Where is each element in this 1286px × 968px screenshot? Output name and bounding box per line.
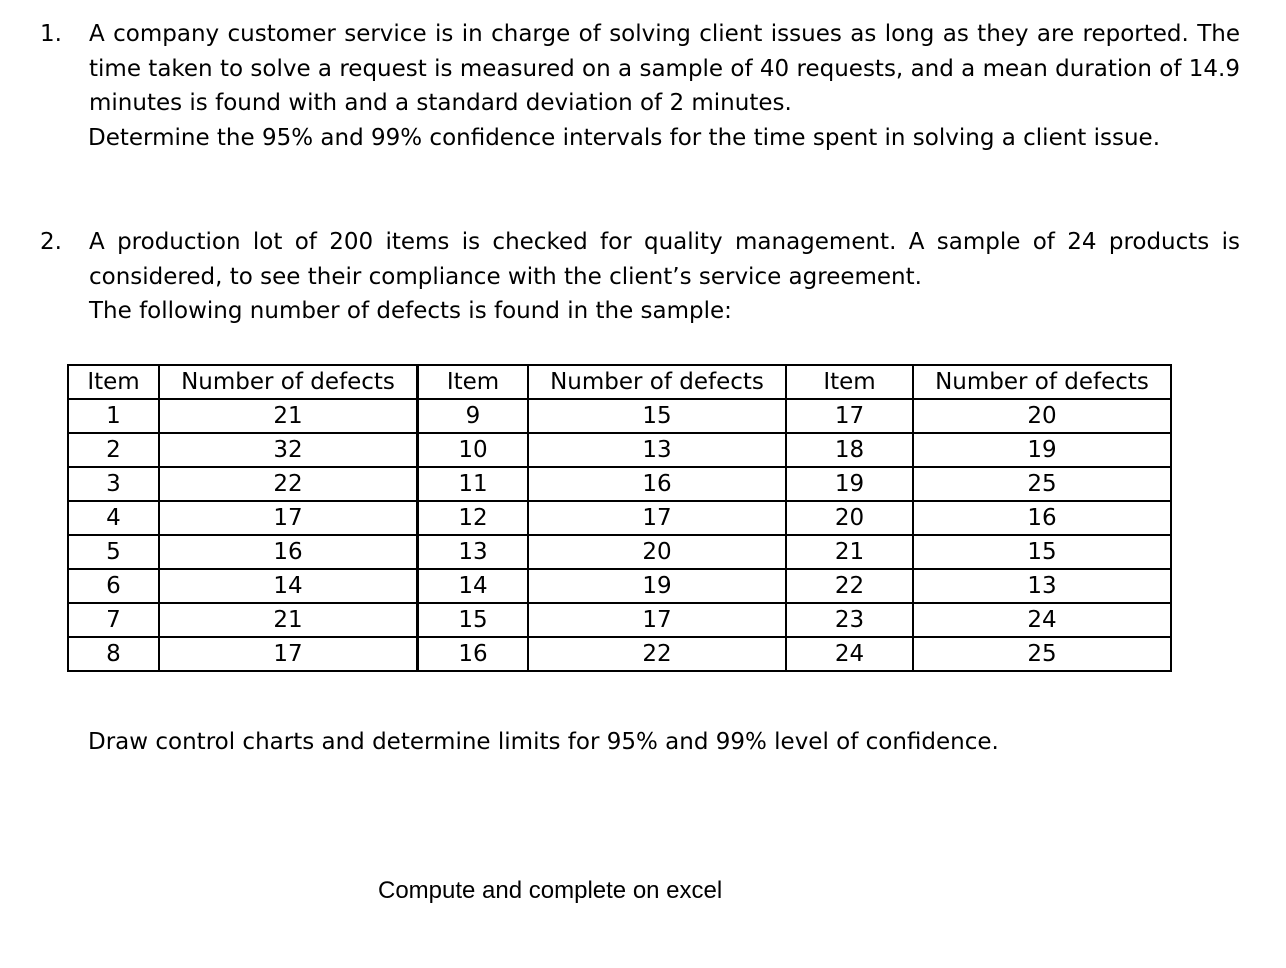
- item-cell: 7: [68, 603, 159, 637]
- table-row: [68, 569, 1171, 603]
- item-cell: 22: [786, 569, 913, 603]
- defects-cell: 17: [159, 501, 418, 535]
- header-defects-2: Number of defects: [528, 365, 786, 399]
- question-2-number: 2.: [40, 229, 62, 255]
- chart-instruction: Draw control charts and determine limits for 95% and 99% level of confidence.: [88, 729, 999, 755]
- item-cell: 4: [68, 501, 159, 535]
- question-2: [40, 225, 1240, 329]
- defects-cell: 16: [913, 501, 1171, 535]
- table-row: [68, 399, 1171, 433]
- defects-cell: 19: [528, 569, 786, 603]
- defects-cell: 15: [528, 399, 786, 433]
- item-cell: 1: [68, 399, 159, 433]
- item-cell: 18: [786, 433, 913, 467]
- item-cell: 5: [68, 535, 159, 569]
- item-cell: 14: [418, 569, 529, 603]
- defects-cell: 16: [159, 535, 418, 569]
- question-1-text: A company customer service is in charge of solving client issues as long as they are reported. The time taken to solve a request is measured on a sample of 40 requests, and a mean duration of 14.9 minutes is found with and a standard deviation of 2 minutes.: [89, 21, 1240, 116]
- table-header-row: [68, 365, 1171, 399]
- item-cell: 11: [418, 467, 529, 501]
- defects-cell: 21: [159, 399, 418, 433]
- excel-note: Compute and complete on excel: [378, 877, 723, 904]
- defects-cell: 25: [913, 467, 1171, 501]
- table-row: [68, 637, 1171, 671]
- defects-cell: 13: [528, 433, 786, 467]
- defects-cell: 22: [159, 467, 418, 501]
- defects-cell: 25: [913, 637, 1171, 671]
- defects-cell: 17: [528, 501, 786, 535]
- header-item-3: Item: [786, 365, 913, 399]
- item-cell: 15: [418, 603, 529, 637]
- defects-cell: 22: [528, 637, 786, 671]
- question-1-number: 1.: [40, 21, 62, 47]
- header-defects-3: Number of defects: [913, 365, 1171, 399]
- defects-cell: 19: [913, 433, 1171, 467]
- item-cell: 3: [68, 467, 159, 501]
- item-cell: 8: [68, 637, 159, 671]
- defects-cell: 24: [913, 603, 1171, 637]
- item-cell: 16: [418, 637, 529, 671]
- defects-cell: 14: [159, 569, 418, 603]
- defects-table: [67, 364, 1172, 672]
- table-row: [68, 467, 1171, 501]
- item-cell: 17: [786, 399, 913, 433]
- item-cell: 21: [786, 535, 913, 569]
- defects-cell: 32: [159, 433, 418, 467]
- header-defects-1: Number of defects: [159, 365, 418, 399]
- item-cell: 6: [68, 569, 159, 603]
- question-1-task: Determine the 95% and 99% confidence intervals for the time spent in solving a client issue.: [88, 124, 1161, 151]
- defects-cell: 17: [528, 603, 786, 637]
- table-row: [68, 535, 1171, 569]
- item-cell: 9: [418, 399, 529, 433]
- defects-cell: 20: [528, 535, 786, 569]
- question-2-lead: The following number of defects is found in the sample:: [89, 298, 732, 324]
- defects-cell: 15: [913, 535, 1171, 569]
- item-cell: 23: [786, 603, 913, 637]
- header-item-2: Item: [418, 365, 529, 399]
- table-row: [68, 501, 1171, 535]
- table-row: [68, 603, 1171, 637]
- question-2-text: A production lot of 200 items is checked for quality management. A sample of 24 products is considered, to see their compliance with the client’s service agreement.: [89, 229, 1240, 290]
- header-item-1: Item: [68, 365, 159, 399]
- defects-cell: 20: [913, 399, 1171, 433]
- item-cell: 20: [786, 501, 913, 535]
- table-body: [68, 399, 1171, 671]
- item-cell: 19: [786, 467, 913, 501]
- item-cell: 13: [418, 535, 529, 569]
- question-1: [40, 17, 1240, 155]
- defects-cell: 13: [913, 569, 1171, 603]
- defects-cell: 16: [528, 467, 786, 501]
- item-cell: 12: [418, 501, 529, 535]
- table-row: [68, 433, 1171, 467]
- defects-cell: 17: [159, 637, 418, 671]
- defects-cell: 21: [159, 603, 418, 637]
- item-cell: 2: [68, 433, 159, 467]
- item-cell: 24: [786, 637, 913, 671]
- item-cell: 10: [418, 433, 529, 467]
